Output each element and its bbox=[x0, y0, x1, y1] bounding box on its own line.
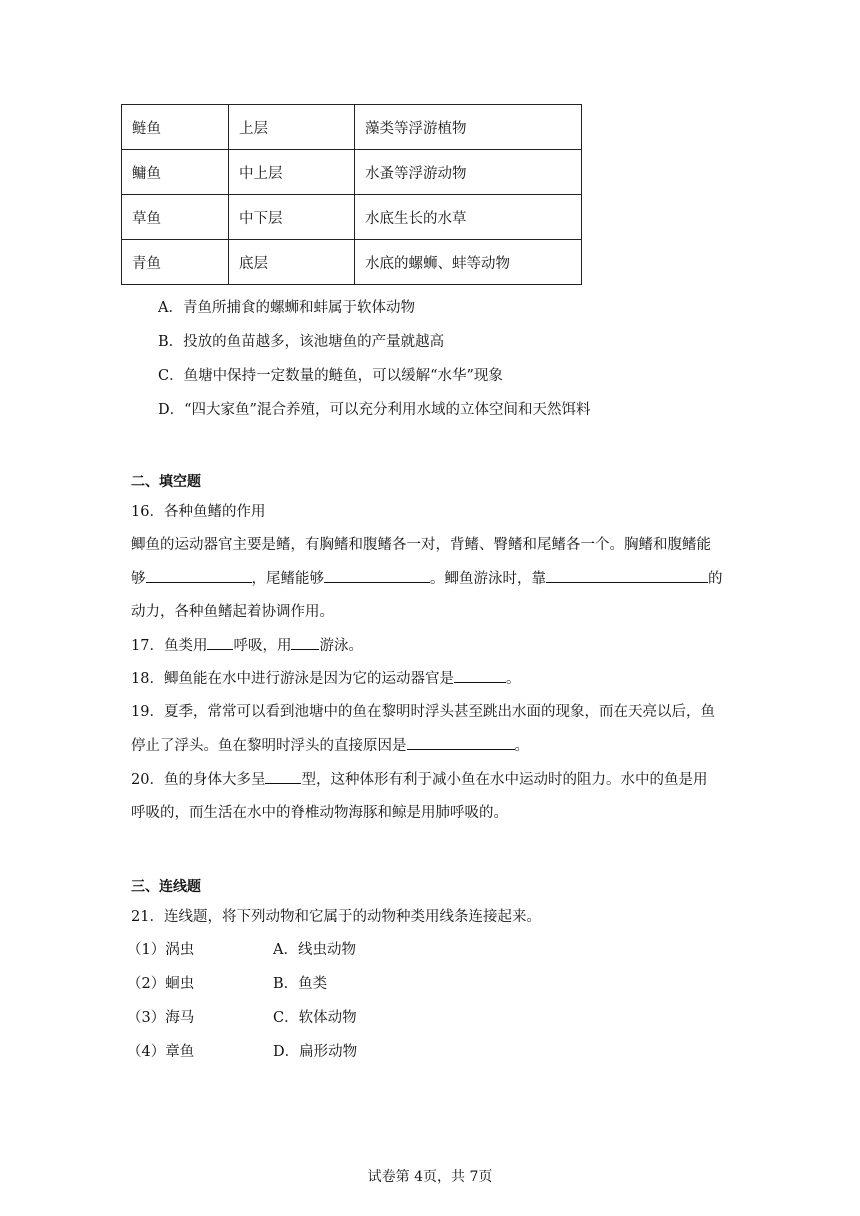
q20-line2: 呼吸的，而生活在水中的脊椎动物海豚和鲸是用肺呼吸的。 bbox=[131, 805, 508, 821]
q17-text: 17．鱼类用 bbox=[131, 638, 208, 654]
answer-blank bbox=[454, 667, 506, 683]
table-row bbox=[122, 105, 582, 150]
table-cell: 草鱼 bbox=[122, 195, 229, 240]
q20-text: 20．鱼的身体大多呈 bbox=[131, 772, 266, 788]
table-cell: 鲢鱼 bbox=[122, 105, 229, 150]
page-footer: 试卷第 4页，共 7页 bbox=[367, 1169, 493, 1185]
q16-line3: 动力，各种鱼鳍起着协调作用。 bbox=[131, 604, 334, 620]
answer-blank bbox=[324, 567, 430, 583]
match-right-item: C．软体动物 bbox=[273, 1010, 357, 1026]
match-right-item: B．鱼类 bbox=[273, 976, 328, 992]
table-cell: 青鱼 bbox=[122, 240, 229, 285]
q16-text: ，尾鳍能够 bbox=[251, 571, 324, 587]
match-left-item: （1）涡虫 bbox=[127, 942, 195, 958]
q16-line2 bbox=[131, 567, 723, 588]
match-left-item: （3）海马 bbox=[127, 1010, 195, 1026]
section-heading-fill-in: 二、填空题 bbox=[131, 474, 201, 490]
match-right-item: D．扁形动物 bbox=[273, 1044, 358, 1060]
table-cell: 藻类等浮游植物 bbox=[355, 105, 582, 150]
table-cell: 鳙鱼 bbox=[122, 150, 229, 195]
q17-text: 游泳。 bbox=[319, 638, 363, 654]
q16-text: 。鲫鱼游泳时，靠 bbox=[430, 571, 546, 587]
q19-line1: 19．夏季，常常可以看到池塘中的鱼在黎明时浮头甚至跳出水面的现象，而在天亮以后，鱼 bbox=[131, 704, 715, 720]
q16-title: 16．各种鱼鳍的作用 bbox=[131, 504, 266, 520]
answer-blank bbox=[207, 634, 233, 650]
q20-line1 bbox=[131, 768, 707, 789]
q17-text: 呼吸，用 bbox=[233, 638, 292, 654]
table-row bbox=[122, 240, 582, 285]
answer-blank bbox=[265, 768, 301, 784]
table-row bbox=[122, 150, 582, 195]
answer-blank bbox=[146, 567, 252, 583]
answer-blank bbox=[291, 634, 319, 650]
table-cell: 水蚤等浮游动物 bbox=[355, 150, 582, 195]
table-cell: 底层 bbox=[229, 240, 355, 285]
match-right-item: A．线虫动物 bbox=[273, 942, 356, 958]
option-c: C．鱼塘中保持一定数量的鲢鱼，可以缓解“水华”现象 bbox=[158, 368, 503, 384]
q16-text: 够 bbox=[131, 571, 146, 587]
option-a: A．青鱼所捕食的螺蛳和蚌属于软体动物 bbox=[158, 300, 415, 316]
q20-text: 型，这种体形有利于减小鱼在水中运动时的阻力。水中的鱼是用 bbox=[301, 772, 708, 788]
option-b: B．投放的鱼苗越多，该池塘鱼的产量就越高 bbox=[158, 334, 445, 350]
answer-blank bbox=[407, 734, 515, 750]
table-cell: 水底生长的水草 bbox=[355, 195, 582, 240]
fish-habitat-table bbox=[121, 104, 582, 285]
q19-text: 。 bbox=[514, 738, 529, 754]
table-cell: 中下层 bbox=[229, 195, 355, 240]
option-d: D．“四大家鱼”混合养殖，可以充分利用水域的立体空间和天然饵料 bbox=[158, 402, 591, 418]
q17 bbox=[131, 634, 363, 655]
table-cell: 水底的螺蛳、蚌等动物 bbox=[355, 240, 582, 285]
q16-text: 的 bbox=[708, 571, 723, 587]
match-left-item: （4）章鱼 bbox=[127, 1044, 195, 1060]
q18 bbox=[131, 667, 520, 688]
q18-text: 。 bbox=[505, 671, 521, 687]
q21-prompt: 21．连线题，将下列动物和它属于的动物种类用线条连接起来。 bbox=[131, 909, 541, 925]
match-left-item: （2）蛔虫 bbox=[127, 976, 195, 992]
section-heading-matching: 三、连线题 bbox=[131, 879, 201, 895]
q19-line2 bbox=[131, 734, 529, 755]
q19-text: 停止了浮头。鱼在黎明时浮头的直接原因是 bbox=[131, 738, 407, 754]
table-cell: 上层 bbox=[229, 105, 355, 150]
table-cell: 中上层 bbox=[229, 150, 355, 195]
answer-blank bbox=[546, 567, 708, 583]
table-row bbox=[122, 195, 582, 240]
q16-line1: 鲫鱼的运动器官主要是鳍，有胸鳍和腹鳍各一对，背鳍、臀鳍和尾鳍各一个。胸鳍和腹鳍能 bbox=[131, 537, 711, 553]
q18-text: 18．鲫鱼能在水中进行游泳是因为它的运动器官是 bbox=[131, 671, 454, 687]
